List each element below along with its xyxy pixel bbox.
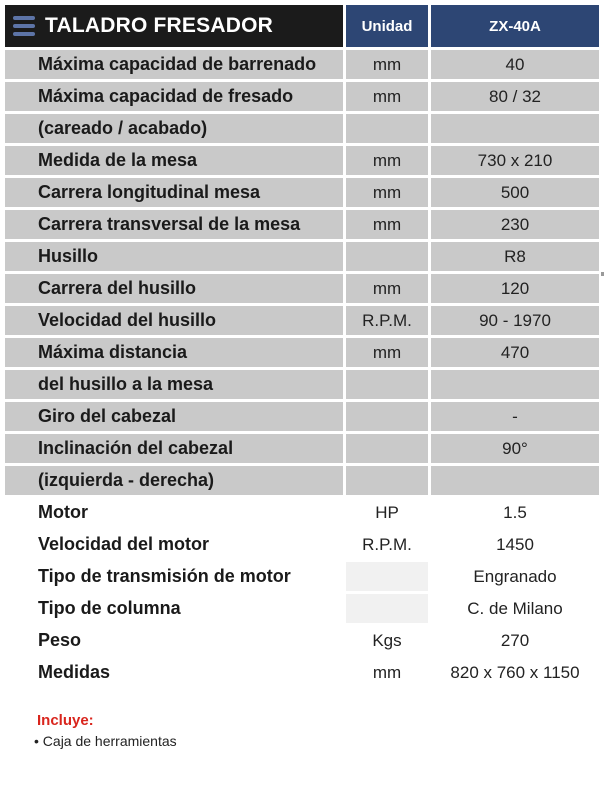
- spec-label: Motor: [5, 498, 343, 527]
- table-row: [5, 370, 599, 399]
- spec-label: Peso: [5, 626, 343, 655]
- spec-value: 470: [431, 338, 599, 367]
- header-title-cell: [5, 5, 343, 47]
- table-row: [5, 466, 599, 495]
- spec-value: 500: [431, 178, 599, 207]
- table-row: [5, 242, 599, 271]
- spec-unit: HP: [346, 498, 428, 527]
- model-column-header: ZX-40A: [431, 5, 599, 47]
- table-row: [5, 530, 599, 559]
- includes-title: Incluye:: [37, 712, 94, 729]
- spec-unit: mm: [346, 82, 428, 111]
- spec-value: 80 / 32: [431, 82, 599, 111]
- spec-label: Velocidad del husillo: [5, 306, 343, 335]
- spec-value: 90 - 1970: [431, 306, 599, 335]
- table-row: [5, 306, 599, 335]
- spec-value: 1.5: [431, 498, 599, 527]
- spec-table: [5, 5, 599, 690]
- table-row: [5, 498, 599, 527]
- spec-unit: mm: [346, 274, 428, 303]
- table-row: [5, 274, 599, 303]
- includes-section: [34, 712, 177, 749]
- spec-label: Tipo de transmisión de motor: [5, 562, 343, 591]
- spec-value: 270: [431, 626, 599, 655]
- table-row: [5, 338, 599, 367]
- spec-unit: mm: [346, 50, 428, 79]
- table-row: [5, 594, 599, 623]
- spec-unit: [346, 370, 428, 399]
- spec-unit: [346, 434, 428, 463]
- table-row: [5, 402, 599, 431]
- spec-value: [431, 114, 599, 143]
- spec-unit: [346, 562, 428, 591]
- table-row: [5, 626, 599, 655]
- spec-label: Inclinación del cabezal: [5, 434, 343, 463]
- spec-value: [431, 466, 599, 495]
- spec-value: 230: [431, 210, 599, 239]
- spec-label: Tipo de columna: [5, 594, 343, 623]
- table-row: [5, 562, 599, 591]
- spec-unit: mm: [346, 210, 428, 239]
- spec-unit: [346, 402, 428, 431]
- table-row: [5, 50, 599, 79]
- includes-item: • Caja de herramientas: [34, 733, 177, 749]
- menu-icon: [13, 16, 35, 36]
- spec-unit: mm: [346, 146, 428, 175]
- unit-column-header: Unidad: [346, 5, 428, 47]
- spec-unit: R.P.M.: [346, 530, 428, 559]
- spec-label: (careado / acabado): [5, 114, 343, 143]
- spec-unit: mm: [346, 338, 428, 367]
- spec-value: 730 x 210: [431, 146, 599, 175]
- table-row: [5, 82, 599, 111]
- spec-value: 1450: [431, 530, 599, 559]
- spec-value: 820 x 760 x 1150: [431, 658, 599, 687]
- spec-value: C. de Milano: [431, 594, 599, 623]
- spec-value: Engranado: [431, 562, 599, 591]
- spec-label: Máxima distancia: [5, 338, 343, 367]
- spec-label: Carrera transversal de la mesa: [5, 210, 343, 239]
- spec-value: [431, 370, 599, 399]
- spec-label: del husillo a la mesa: [5, 370, 343, 399]
- spec-unit: mm: [346, 658, 428, 687]
- spec-value: -: [431, 402, 599, 431]
- spec-unit: [346, 594, 428, 623]
- table-row: [5, 146, 599, 175]
- page-title: TALADRO FRESADOR: [45, 14, 273, 37]
- spec-unit: [346, 466, 428, 495]
- spec-label: Husillo: [5, 242, 343, 271]
- spec-label: Máxima capacidad de fresado: [5, 82, 343, 111]
- spec-unit: [346, 114, 428, 143]
- spec-unit: mm: [346, 178, 428, 207]
- table-row: [5, 434, 599, 463]
- spec-label: (izquierda - derecha): [5, 466, 343, 495]
- table-row: [5, 178, 599, 207]
- spec-unit: [346, 242, 428, 271]
- spec-label: Carrera del husillo: [5, 274, 343, 303]
- spec-label: Giro del cabezal: [5, 402, 343, 431]
- spec-rows: [5, 50, 599, 687]
- spec-label: Carrera longitudinal mesa: [5, 178, 343, 207]
- spec-unit: Kgs: [346, 626, 428, 655]
- table-row: [5, 658, 599, 687]
- spec-label: Medida de la mesa: [5, 146, 343, 175]
- spec-value: 90°: [431, 434, 599, 463]
- spec-label: Máxima capacidad de barrenado: [5, 50, 343, 79]
- spec-value: R8: [431, 242, 599, 271]
- table-header: [5, 5, 599, 47]
- spec-label: Velocidad del motor: [5, 530, 343, 559]
- spec-unit: R.P.M.: [346, 306, 428, 335]
- spec-value: 120: [431, 274, 599, 303]
- table-row: [5, 210, 599, 239]
- table-row: [5, 114, 599, 143]
- spec-label: Medidas: [5, 658, 343, 687]
- edge-mark: [601, 272, 604, 276]
- spec-value: 40: [431, 50, 599, 79]
